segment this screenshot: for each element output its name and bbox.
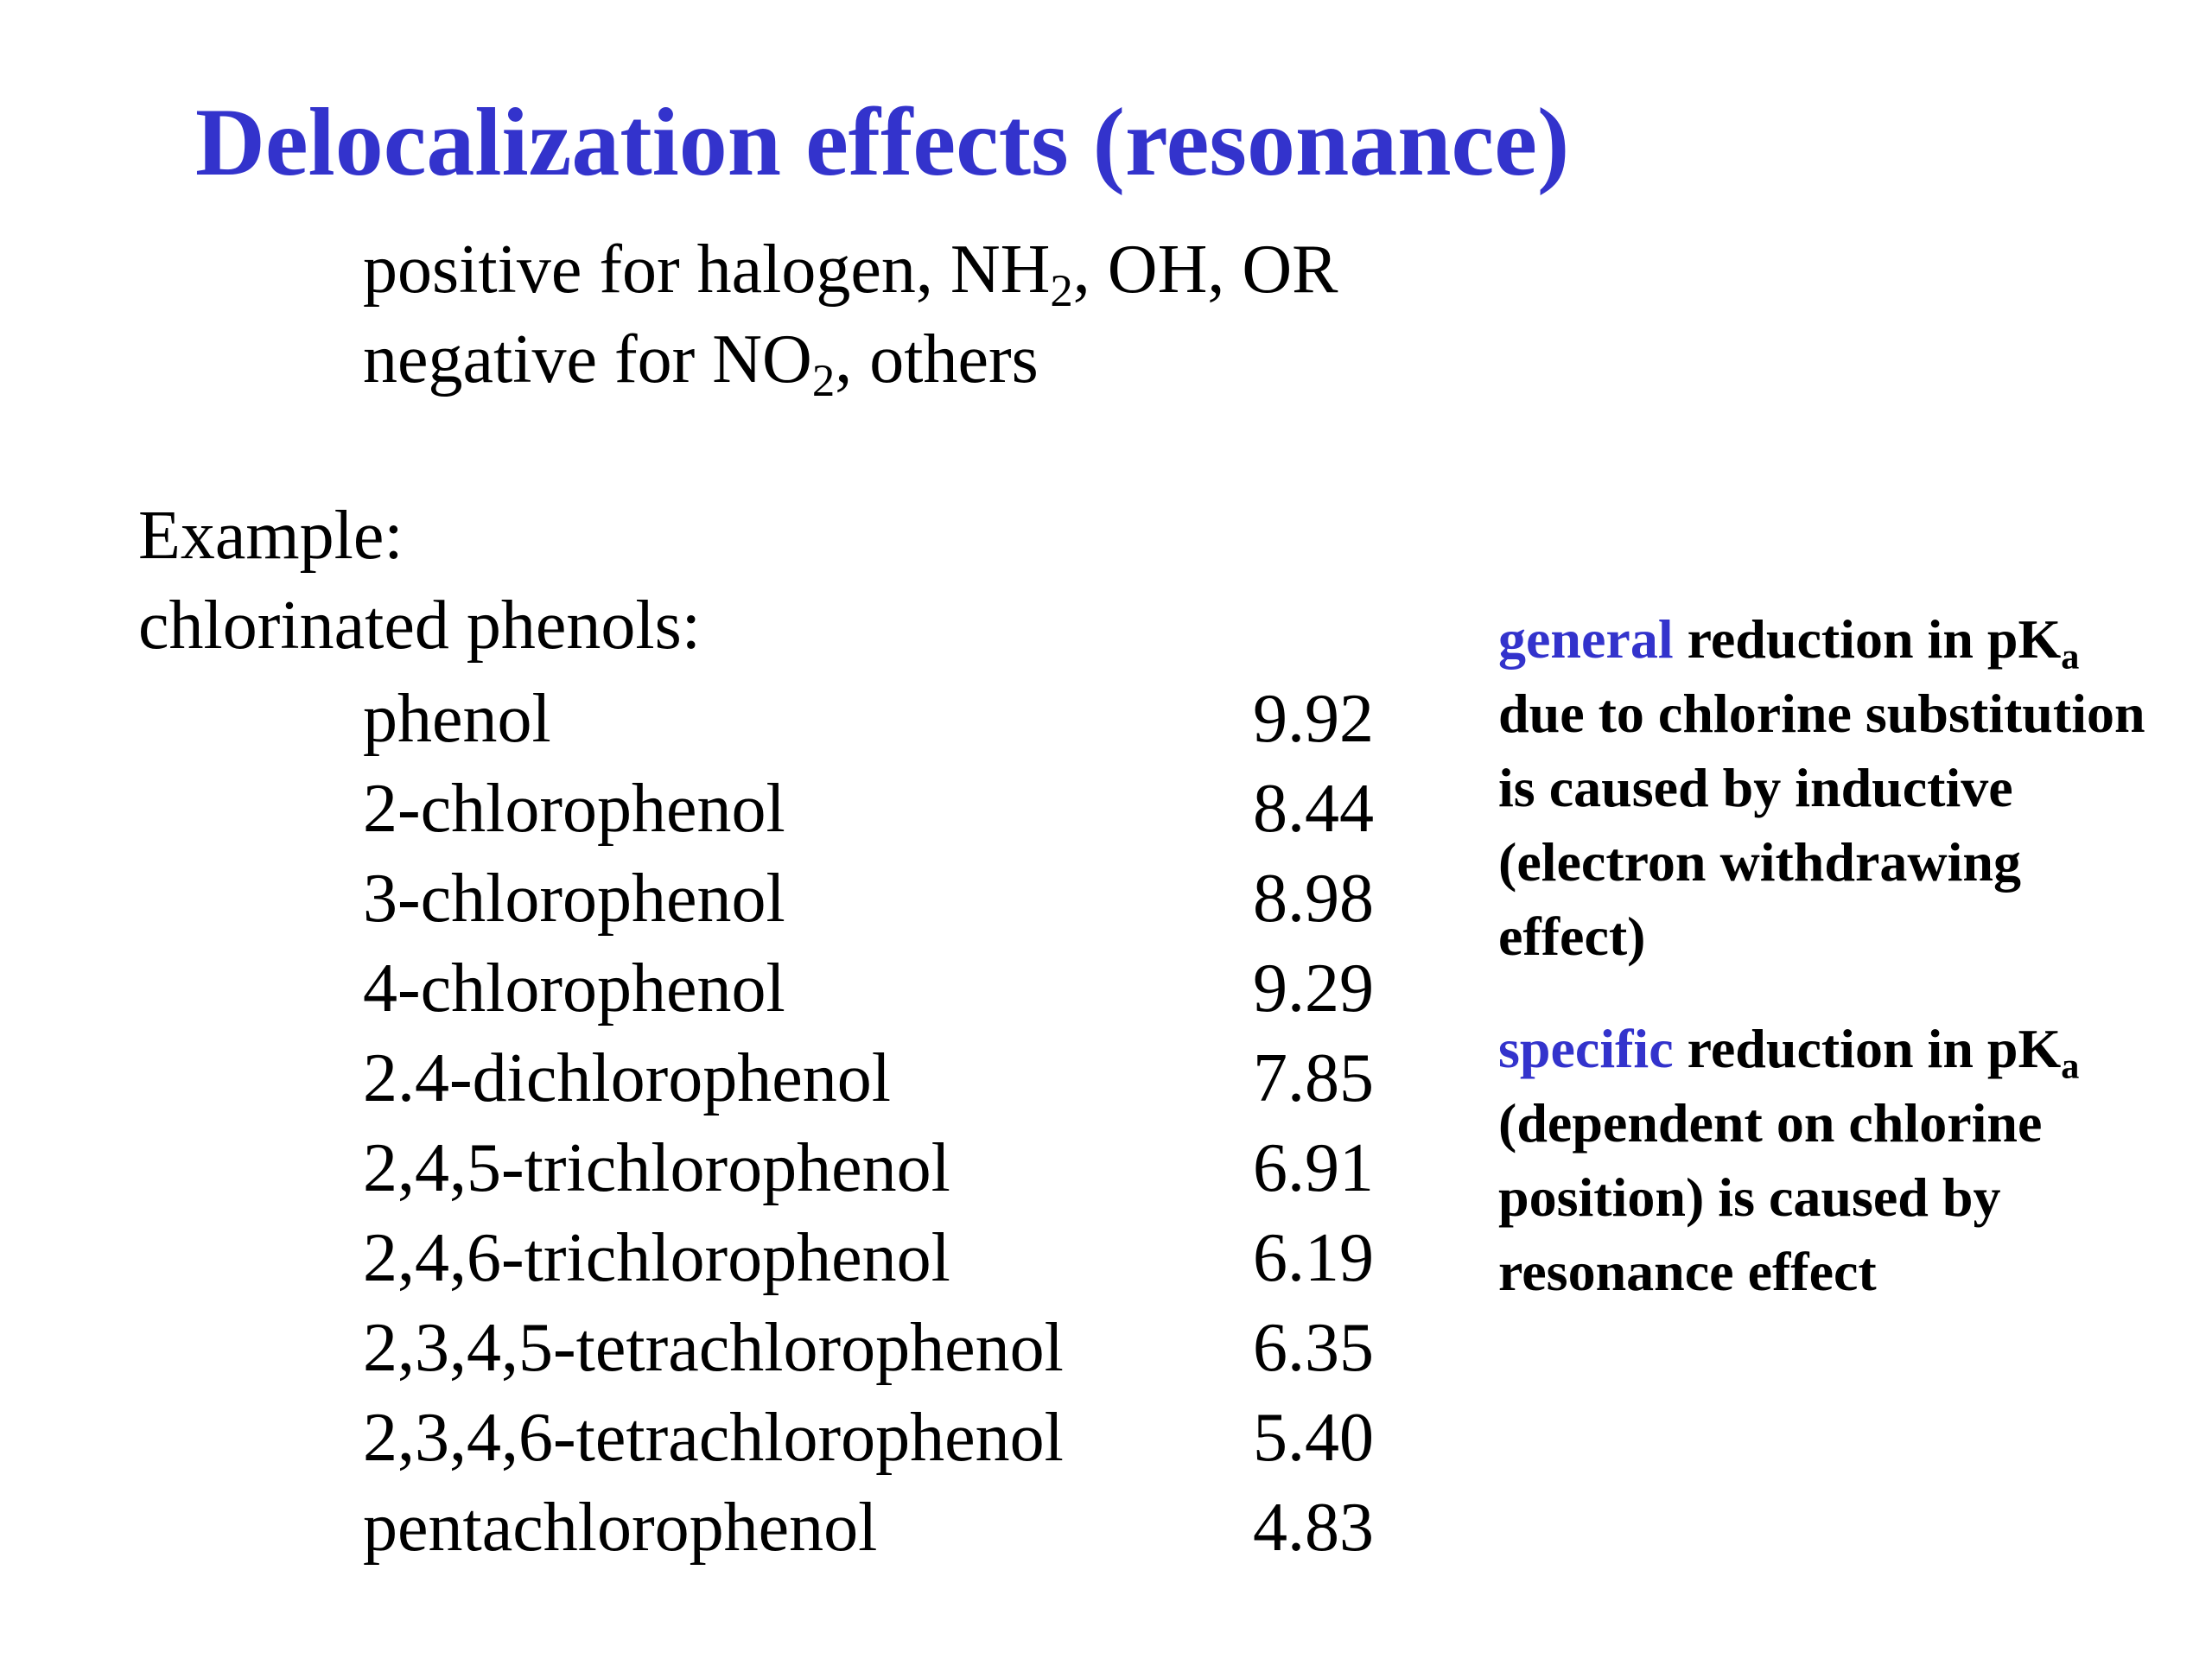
- specific-keyword: specific: [1498, 1018, 1674, 1079]
- compound-pka: 9.92: [1253, 681, 1374, 757]
- specific-note-text: reduction in pK: [1673, 1018, 2062, 1079]
- general-note-subscript: a: [2061, 636, 2080, 677]
- general-note-tail: due to chlorine substitution is caused by inductive (electron withdrawing effect): [1498, 683, 2145, 967]
- compound-name: 4-chlorophenol: [363, 950, 785, 1027]
- compound-name: 2,4,6-trichlorophenol: [363, 1220, 950, 1296]
- compound-pka: 8.98: [1253, 861, 1374, 937]
- compound-row: [363, 944, 1400, 1033]
- compound-row: [363, 1033, 1400, 1123]
- compound-name: 2,3,4,6-tetrachlorophenol: [363, 1400, 1064, 1476]
- general-reduction-note: [1498, 602, 2155, 974]
- compound-pka: 5.40: [1253, 1400, 1374, 1476]
- example-subtitle: chlorinated phenols:: [138, 588, 701, 664]
- intro-negative-subscript: 2: [811, 355, 836, 406]
- intro-positive-line: [363, 228, 1338, 316]
- compound-name: 3-chlorophenol: [363, 861, 785, 937]
- compound-pka: 9.29: [1253, 950, 1374, 1027]
- example-label: Example:: [138, 498, 404, 574]
- compound-pka: 4.83: [1253, 1490, 1374, 1566]
- compound-row: [363, 1213, 1400, 1303]
- intro-negative-line: [363, 318, 1039, 406]
- compound-pka: 8.44: [1253, 771, 1374, 847]
- specific-reduction-note: [1498, 1012, 2155, 1309]
- compound-row: [363, 764, 1400, 854]
- compound-row: [363, 1123, 1400, 1213]
- intro-positive-tail: , OH, OR: [1072, 232, 1338, 308]
- compound-name: 2,3,4,5-tetrachlorophenol: [363, 1310, 1064, 1386]
- intro-negative-tail: , others: [835, 321, 1039, 397]
- intro-negative-text: negative for NO: [363, 321, 812, 397]
- compound-row: [363, 674, 1400, 764]
- compound-name: 2,4,5-trichlorophenol: [363, 1130, 950, 1206]
- compound-pka: 7.85: [1253, 1040, 1374, 1116]
- compound-row: [363, 854, 1400, 944]
- compound-row: [363, 1303, 1400, 1393]
- intro-positive-text: positive for halogen, NH: [363, 232, 1051, 308]
- compound-pka: 6.35: [1253, 1310, 1374, 1386]
- compound-name: 2-chlorophenol: [363, 771, 785, 847]
- compound-name: 2.4-dichlorophenol: [363, 1040, 891, 1116]
- compound-pka: 6.91: [1253, 1130, 1374, 1206]
- compound-pka: 6.19: [1253, 1220, 1374, 1296]
- specific-note-tail: (dependent on chlorine position) is caused by resonance effect: [1498, 1092, 2043, 1302]
- compound-name: pentachlorophenol: [363, 1490, 878, 1566]
- general-keyword: general: [1498, 608, 1674, 670]
- general-note-text: reduction in pK: [1673, 608, 2062, 670]
- specific-note-subscript: a: [2061, 1046, 2080, 1087]
- compound-row: [363, 1483, 1400, 1573]
- intro-positive-subscript: 2: [1050, 265, 1073, 316]
- compound-row: [363, 1393, 1400, 1483]
- compound-name: phenol: [363, 681, 551, 757]
- page-title: Delocalization effects (resonance): [195, 89, 1570, 196]
